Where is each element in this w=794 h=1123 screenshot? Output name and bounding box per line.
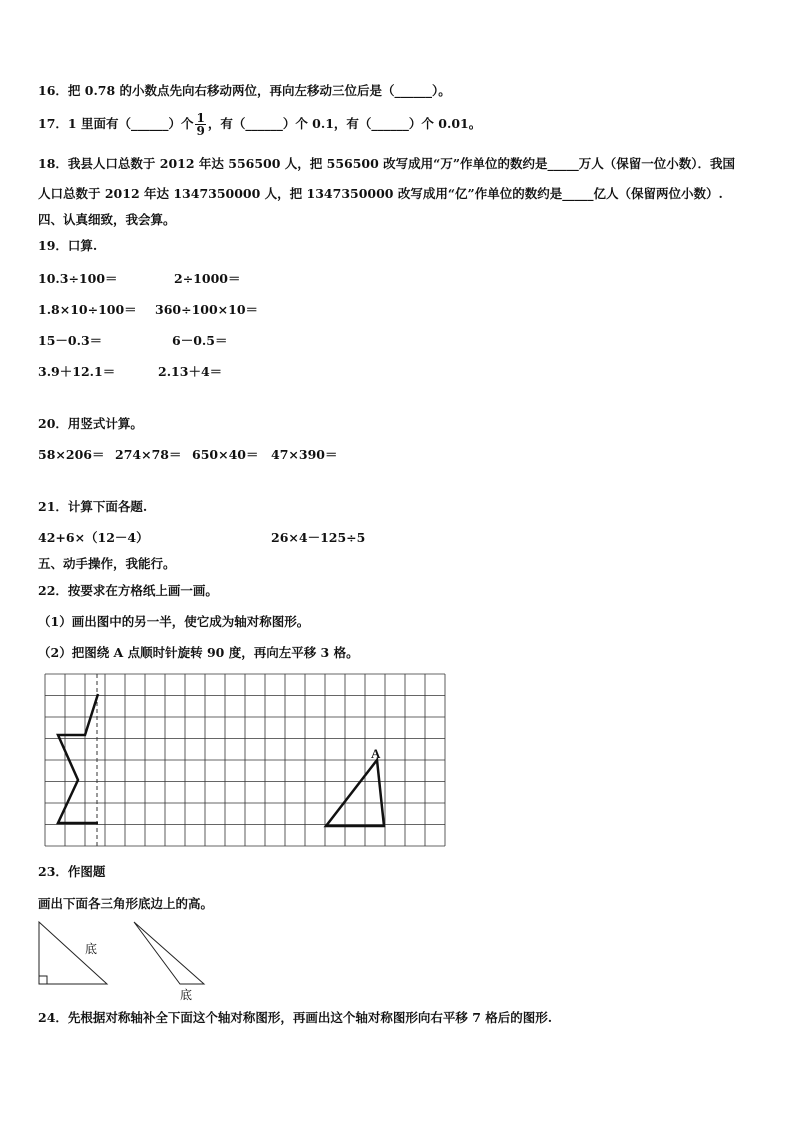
q21-item-1: 42+6×（12－4） bbox=[38, 530, 149, 545]
question-17-prefix: 17．1 里面有（______）个 bbox=[38, 116, 194, 131]
section-5-heading: 五、动手操作，我能行。 bbox=[38, 556, 176, 571]
question-17-suffix: ，有（______）个 0.1，有（______）个 0.01。 bbox=[207, 116, 482, 131]
q20-item-4: 47×390＝ bbox=[271, 447, 338, 462]
question-18-line-2: 人口总数于 2012 年达 1347350000 人，把 1347350000 改写成用“亿”作单位的数约是_____亿人（保留两位小数）. bbox=[38, 186, 723, 201]
question-22-title: 22．按要求在方格纸上画一画。 bbox=[38, 583, 218, 598]
fraction-denominator: 9 bbox=[196, 124, 205, 138]
question-19-title: 19．口算. bbox=[38, 238, 98, 253]
q19-r2-right: 360÷100×10＝ bbox=[155, 302, 259, 317]
q19-r3-left: 15－0.3＝ bbox=[38, 333, 103, 348]
q19-r4-right: 2.13＋4＝ bbox=[158, 364, 223, 379]
triangle-figure bbox=[326, 760, 384, 826]
q19-r3-right: 6－0.5＝ bbox=[172, 333, 228, 348]
question-23-instruction: 画出下面各三角形底边上的高。 bbox=[38, 896, 214, 911]
question-21-title: 21．计算下面各题. bbox=[38, 499, 148, 514]
question-22-part-2: （2）把图绕 A 点顺时针旋转 90 度，再向左平移 3 格。 bbox=[38, 645, 359, 660]
question-20-title: 20．用竖式计算。 bbox=[38, 416, 143, 431]
right-angle-mark bbox=[39, 976, 47, 984]
q20-item-2: 274×78＝ bbox=[115, 447, 182, 462]
question-16: 16．把 0.78 的小数点先向右移动两位，再向左移动三位后是（______）。 bbox=[38, 83, 451, 98]
obtuse-triangle-figure bbox=[130, 918, 210, 988]
fraction-numerator: 1 bbox=[196, 111, 205, 125]
question-24: 24．先根据对称轴补全下面这个轴对称图形，再画出这个轴对称图形向右平移 7 格后的图形. bbox=[38, 1010, 553, 1025]
q20-item-3: 650×40＝ bbox=[192, 447, 259, 462]
question-18-line-1: 18．我县人口总数于 2012 年达 556500 人，把 556500 改写成用“万”作单位的数约是_____万人（保留一位小数）．我国 bbox=[38, 156, 736, 171]
base-label-triangle-1: 底 bbox=[85, 942, 98, 956]
q21-item-2: 26×4－125÷5 bbox=[271, 530, 366, 545]
question-22-part-1: （1）画出图中的另一半，使它成为轴对称图形。 bbox=[38, 614, 310, 629]
grid-paper bbox=[45, 674, 445, 846]
q19-r1-left: 10.3÷100＝ bbox=[38, 271, 118, 286]
grid-lines bbox=[45, 674, 445, 846]
question-23-title: 23．作图题 bbox=[38, 864, 106, 879]
right-triangle-figure bbox=[35, 918, 115, 988]
base-label-triangle-2: 底 bbox=[180, 988, 193, 1002]
question-17 bbox=[38, 112, 481, 137]
point-a-label: A bbox=[371, 746, 381, 761]
q20-item-1: 58×206＝ bbox=[38, 447, 105, 462]
q19-r1-right: 2÷1000＝ bbox=[174, 271, 241, 286]
fraction-one-ninth bbox=[195, 112, 205, 137]
half-figure bbox=[58, 694, 98, 823]
q19-r2-left: 1.8×10÷100＝ bbox=[38, 302, 137, 317]
q19-r4-left: 3.9＋12.1＝ bbox=[38, 364, 116, 379]
section-4-heading: 四、认真细致，我会算。 bbox=[38, 212, 176, 227]
